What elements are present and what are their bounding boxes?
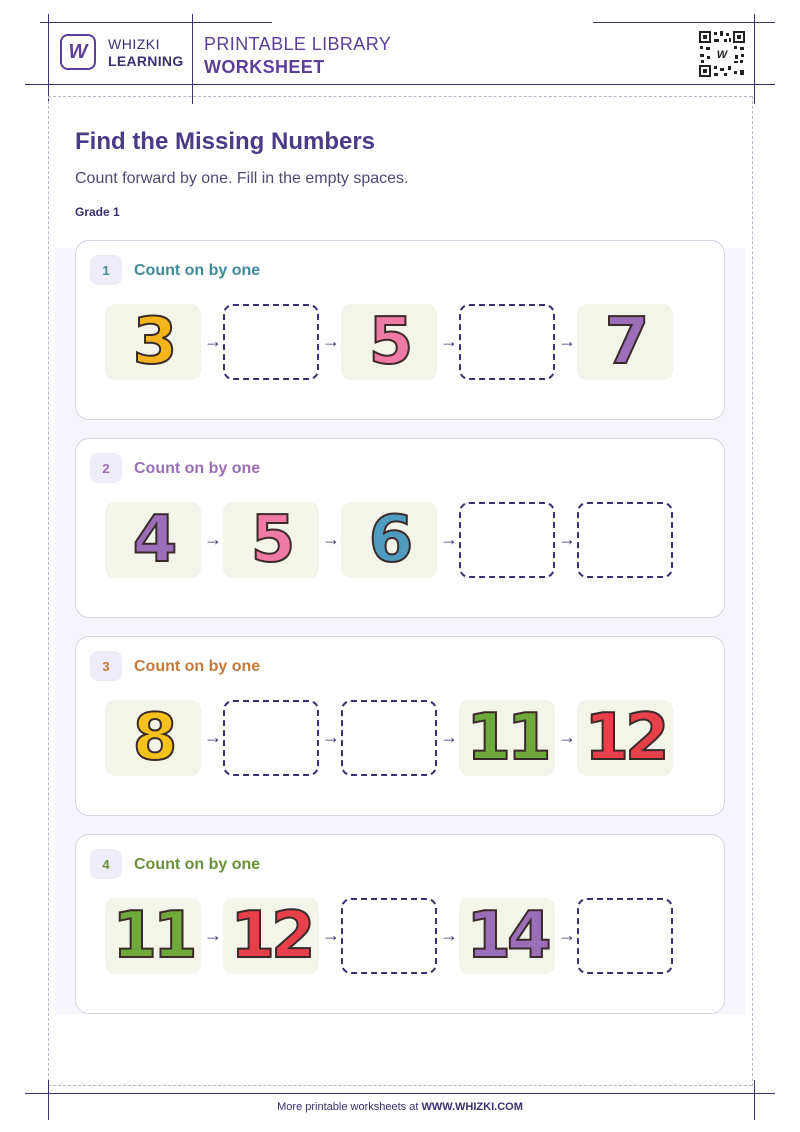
problem-number-badge: 2 — [90, 453, 122, 483]
problem-card — [75, 438, 725, 618]
given-number-tile — [105, 898, 201, 974]
missing-number-blank[interactable] — [577, 502, 673, 578]
given-number-tile — [577, 304, 673, 380]
problem-title: Count on by one — [134, 856, 261, 873]
footer-link[interactable]: WWW.WHIZKI.COM — [421, 1101, 523, 1113]
given-number: 12 — [584, 701, 666, 775]
given-number: 5 — [368, 305, 410, 379]
problem-number-badge: 1 — [90, 255, 122, 285]
qr-logo-letter: W — [716, 49, 728, 61]
given-number: 11 — [466, 701, 548, 775]
given-number-tile — [577, 700, 673, 776]
brand-subname: LEARNING — [108, 53, 184, 69]
given-number: 4 — [132, 503, 174, 577]
arrow-right-icon: → — [322, 331, 340, 351]
arrow-right-icon: → — [558, 925, 576, 945]
arrow-right-icon: → — [204, 529, 222, 549]
library-label: PRINTABLE LIBRARY — [204, 34, 392, 54]
arrow-right-icon: → — [322, 529, 340, 549]
header-bottom-rule — [25, 84, 775, 85]
problem-card — [75, 636, 725, 816]
whizki-logo[interactable] — [60, 34, 96, 70]
qr-code-icon[interactable] — [698, 30, 746, 78]
given-number: 6 — [368, 503, 410, 577]
grade-label: Grade 1 — [75, 205, 120, 219]
problem-title: Count on by one — [134, 658, 261, 675]
given-number-tile — [341, 304, 437, 380]
worksheet-instructions: Count forward by one. Fill in the empty spaces. — [75, 170, 409, 187]
number-sequence — [105, 304, 685, 382]
header-left-edge — [48, 14, 49, 104]
given-number-tile — [105, 502, 201, 578]
footer-right-edge — [754, 1080, 755, 1120]
arrow-right-icon: → — [558, 727, 576, 747]
missing-number-blank[interactable] — [459, 304, 555, 380]
number-sequence — [105, 898, 685, 976]
problem-card — [75, 240, 725, 420]
number-sequence — [105, 502, 685, 580]
problem-card — [75, 834, 725, 1014]
given-number: 11 — [112, 899, 194, 973]
missing-number-blank[interactable] — [341, 898, 437, 974]
footer-prefix: More printable worksheets at — [277, 1101, 422, 1113]
page-frame-bottom — [48, 1085, 752, 1086]
missing-number-blank[interactable] — [341, 700, 437, 776]
missing-number-blank[interactable] — [223, 700, 319, 776]
given-number: 3 — [132, 305, 174, 379]
page-frame-right — [752, 96, 753, 1086]
footer-top-rule — [25, 1093, 775, 1094]
footer-left-edge — [48, 1080, 49, 1120]
header-divider — [192, 14, 193, 104]
arrow-right-icon: → — [440, 529, 458, 549]
problem-number-badge: 4 — [90, 849, 122, 879]
worksheet-title: Find the Missing Numbers — [75, 128, 376, 155]
given-number: 14 — [466, 899, 548, 973]
arrow-right-icon: → — [204, 727, 222, 747]
header-top-rule-left — [40, 22, 272, 23]
given-number-tile — [459, 898, 555, 974]
number-sequence — [105, 700, 685, 778]
arrow-right-icon: → — [204, 331, 222, 351]
arrow-right-icon: → — [322, 727, 340, 747]
brand-name: WHIZKI — [108, 36, 160, 52]
missing-number-blank[interactable] — [459, 502, 555, 578]
problem-title: Count on by one — [134, 460, 261, 477]
arrow-right-icon: → — [440, 331, 458, 351]
page-frame-top — [48, 96, 752, 97]
logo-letter: W — [68, 40, 88, 63]
given-number-tile — [223, 898, 319, 974]
arrow-right-icon: → — [558, 331, 576, 351]
arrow-right-icon: → — [440, 727, 458, 747]
given-number-tile — [459, 700, 555, 776]
given-number: 5 — [250, 503, 292, 577]
given-number: 8 — [132, 701, 174, 775]
given-number-tile — [105, 700, 201, 776]
given-number-tile — [105, 304, 201, 380]
given-number-tile — [223, 502, 319, 578]
given-number: 7 — [604, 305, 646, 379]
given-number: 12 — [230, 899, 312, 973]
problem-title: Count on by one — [134, 262, 261, 279]
arrow-right-icon: → — [322, 925, 340, 945]
footer-text — [0, 1101, 800, 1113]
given-number-tile — [341, 502, 437, 578]
arrow-right-icon: → — [558, 529, 576, 549]
worksheet-label: WORKSHEET — [204, 57, 325, 77]
arrow-right-icon: → — [440, 925, 458, 945]
missing-number-blank[interactable] — [223, 304, 319, 380]
arrow-right-icon: → — [204, 925, 222, 945]
problem-number-badge: 3 — [90, 651, 122, 681]
page-frame-left — [48, 96, 49, 1086]
missing-number-blank[interactable] — [577, 898, 673, 974]
header-right-edge — [754, 14, 755, 104]
header-top-rule-right — [593, 22, 775, 23]
